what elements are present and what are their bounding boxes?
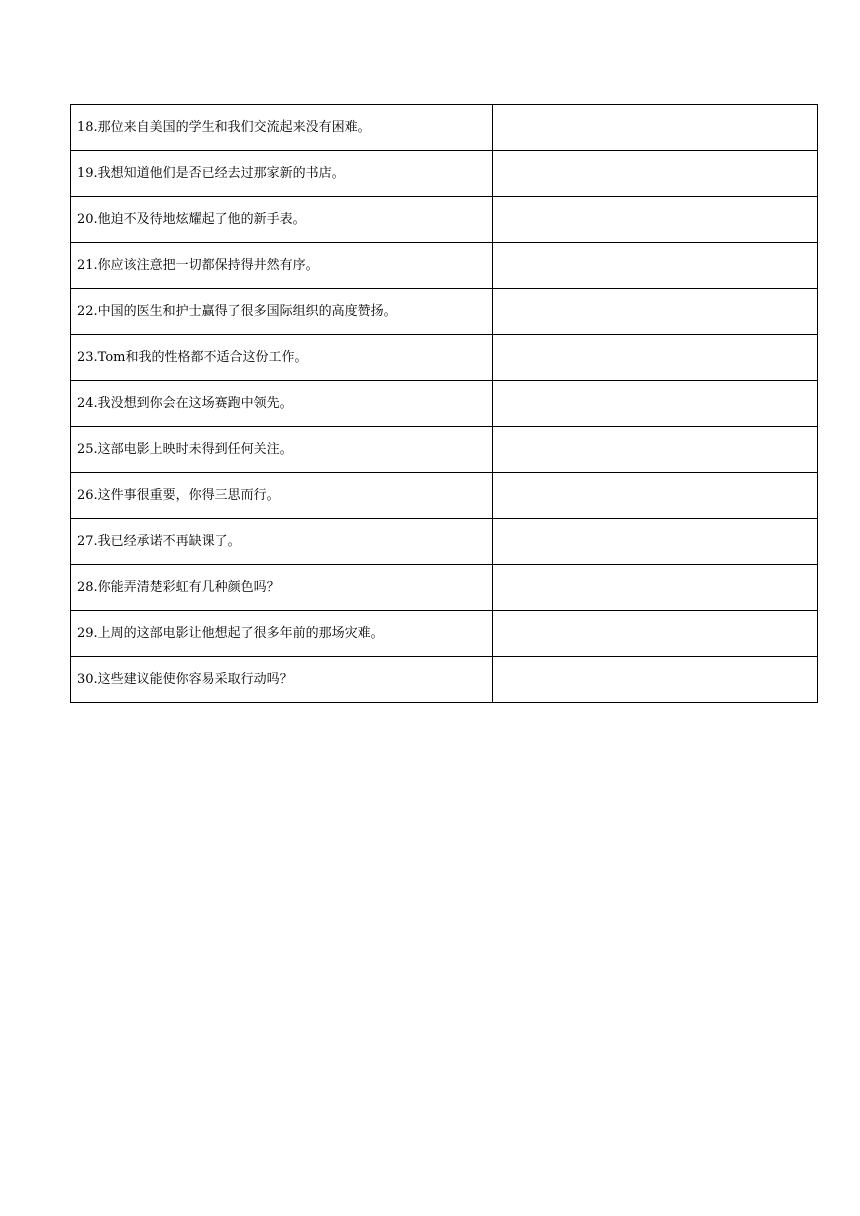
prompt-cell: 23.Tom和我的性格都不适合这份工作。	[71, 335, 493, 381]
table-row	[71, 473, 818, 519]
prompt-cell: 30.这些建议能使你容易采取行动吗？	[71, 657, 493, 703]
answer-cell	[493, 289, 818, 335]
table-row	[71, 519, 818, 565]
table-row	[71, 289, 818, 335]
answer-cell	[493, 151, 818, 197]
table-row	[71, 611, 818, 657]
answer-cell	[493, 427, 818, 473]
prompt-cell: 27.我已经承诺不再缺课了。	[71, 519, 493, 565]
prompt-cell: 28.你能弄清楚彩虹有几种颜色吗？	[71, 565, 493, 611]
answer-cell	[493, 381, 818, 427]
answer-cell	[493, 243, 818, 289]
prompt-cell: 25.这部电影上映时未得到任何关注。	[71, 427, 493, 473]
answer-cell	[493, 335, 818, 381]
prompt-cell: 29.上周的这部电影让他想起了很多年前的那场灾难。	[71, 611, 493, 657]
answer-cell	[493, 565, 818, 611]
table-row	[71, 243, 818, 289]
translation-table	[70, 104, 818, 703]
table-row	[71, 151, 818, 197]
prompt-cell: 18.那位来自美国的学生和我们交流起来没有困难。	[71, 105, 493, 151]
prompt-cell: 24.我没想到你会在这场赛跑中领先。	[71, 381, 493, 427]
table-row	[71, 197, 818, 243]
table-row	[71, 565, 818, 611]
answer-cell	[493, 519, 818, 565]
answer-cell	[493, 611, 818, 657]
answer-cell	[493, 105, 818, 151]
prompt-cell: 19.我想知道他们是否已经去过那家新的书店。	[71, 151, 493, 197]
table-row	[71, 657, 818, 703]
answer-cell	[493, 473, 818, 519]
prompt-cell: 21.你应该注意把一切都保持得井然有序。	[71, 243, 493, 289]
prompt-cell: 26.这件事很重要，你得三思而行。	[71, 473, 493, 519]
answer-cell	[493, 657, 818, 703]
prompt-cell: 22.中国的医生和护士赢得了很多国际组织的高度赞扬。	[71, 289, 493, 335]
prompt-cell: 20.他迫不及待地炫耀起了他的新手表。	[71, 197, 493, 243]
table-row	[71, 105, 818, 151]
table-row	[71, 381, 818, 427]
answer-cell	[493, 197, 818, 243]
table-row	[71, 427, 818, 473]
table-row	[71, 335, 818, 381]
